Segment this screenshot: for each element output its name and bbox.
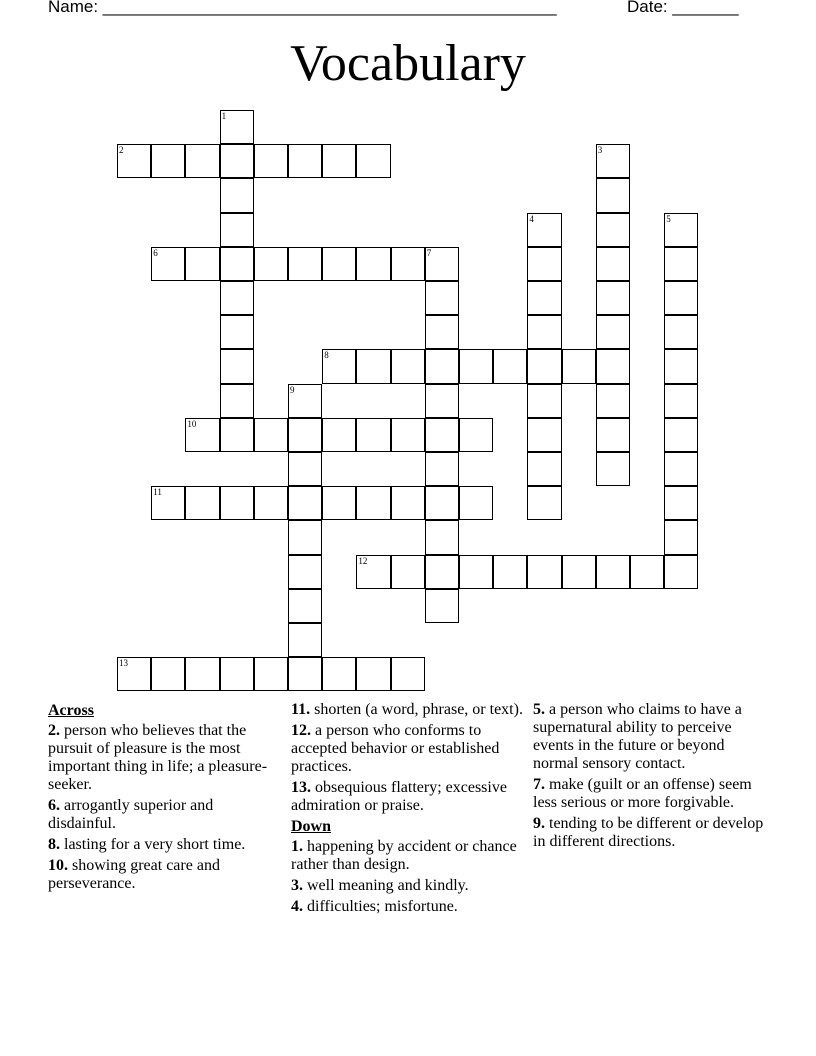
crossword-cell[interactable] — [151, 486, 185, 520]
crossword-cell[interactable] — [596, 452, 630, 486]
crossword-cell[interactable] — [664, 452, 698, 486]
crossword-cell[interactable] — [185, 657, 219, 691]
clue-across-2: 2. person who believes that the pursuit of pleasure is the most important thing in life; a pleasure-seeker. — [48, 722, 268, 793]
clue-number: 4 — [529, 213, 534, 224]
clue-number: 2 — [119, 145, 124, 156]
crossword-cell[interactable] — [356, 349, 390, 383]
crossword-cell[interactable] — [527, 349, 561, 383]
crossword-cell[interactable] — [220, 178, 254, 212]
crossword-cell[interactable] — [185, 247, 219, 281]
crossword-cell[interactable] — [425, 315, 459, 349]
clue-number: 5 — [666, 213, 671, 224]
crossword-cell[interactable] — [288, 452, 322, 486]
crossword-cell[interactable] — [220, 213, 254, 247]
crossword-cell[interactable] — [288, 520, 322, 554]
crossword-cell[interactable] — [425, 349, 459, 383]
crossword-cell[interactable] — [356, 144, 390, 178]
crossword-cell[interactable] — [356, 657, 390, 691]
clue-down-1: 1. happening by accident or chance rather than design. — [291, 838, 517, 873]
crossword-cell[interactable] — [562, 349, 596, 383]
crossword-cell[interactable] — [322, 349, 356, 383]
crossword-cell[interactable] — [596, 213, 630, 247]
crossword-cell[interactable] — [220, 110, 254, 144]
crossword-cell[interactable] — [220, 657, 254, 691]
crossword-cell[interactable] — [220, 281, 254, 315]
clue-down-4: 4. difficulties; misfortune. — [291, 898, 458, 915]
clue-down-5: 5. a person who claims to have a supernatural ability to perceive events in the future or beyond normal sensory contact. — [533, 701, 742, 772]
crossword-cell[interactable] — [356, 418, 390, 452]
crossword-cell[interactable] — [664, 247, 698, 281]
clue-number: 7 — [426, 247, 432, 258]
clue-down-7: 7. make (guilt or an offense) seem less serious or more forgivable. — [533, 776, 752, 811]
crossword-cell[interactable] — [527, 213, 561, 247]
crossword-cell[interactable] — [425, 452, 459, 486]
clue-across-12: 12. a person who conforms to accepted behavior or established practices. — [291, 722, 500, 775]
crossword-cell[interactable] — [664, 315, 698, 349]
crossword-cell[interactable] — [322, 144, 356, 178]
crossword-cell[interactable] — [391, 657, 425, 691]
crossword-cell[interactable] — [425, 486, 459, 520]
clue-column-3 — [533, 701, 765, 854]
name-line[interactable]: Name: ________________________________________________ — [48, 0, 557, 16]
crossword-cell[interactable] — [220, 315, 254, 349]
crossword-cell[interactable] — [220, 384, 254, 418]
crossword-cell[interactable] — [322, 657, 356, 691]
crossword-cell[interactable] — [527, 555, 561, 589]
crossword-cell[interactable] — [425, 384, 459, 418]
crossword-cell[interactable] — [220, 486, 254, 520]
crossword-cell[interactable] — [596, 247, 630, 281]
crossword-cell[interactable] — [254, 247, 288, 281]
crossword-cell[interactable] — [596, 178, 630, 212]
clue-number: 11 — [153, 487, 162, 498]
crossword-cell[interactable] — [459, 555, 493, 589]
crossword-cell[interactable] — [391, 247, 425, 281]
crossword-cell[interactable] — [596, 384, 630, 418]
crossword-cell[interactable] — [425, 520, 459, 554]
clue-number: 10 — [187, 418, 197, 429]
crossword-cell[interactable] — [425, 555, 459, 589]
crossword-cell[interactable] — [527, 247, 561, 281]
crossword-cell[interactable] — [562, 555, 596, 589]
crossword-cell[interactable] — [596, 281, 630, 315]
crossword-cell[interactable] — [254, 486, 288, 520]
crossword-cell[interactable] — [220, 418, 254, 452]
crossword-cell[interactable] — [425, 589, 459, 623]
clue-across-13: 13. obsequious flattery; excessive admiration or praise. — [291, 779, 507, 814]
crossword-cell[interactable] — [185, 486, 219, 520]
clue-down-3: 3. well meaning and kindly. — [291, 877, 469, 894]
crossword-cell[interactable] — [356, 247, 390, 281]
crossword-cell[interactable] — [288, 384, 322, 418]
clue-number: 3 — [597, 145, 603, 156]
clue-number: 6 — [153, 247, 158, 258]
crossword-cell[interactable] — [288, 657, 322, 691]
crossword-cell[interactable] — [630, 555, 664, 589]
crossword-cell[interactable] — [220, 349, 254, 383]
crossword-cell[interactable] — [493, 349, 527, 383]
crossword-cell[interactable] — [322, 486, 356, 520]
crossword-cell[interactable] — [288, 486, 322, 520]
crossword-cell[interactable] — [425, 247, 459, 281]
crossword-cell[interactable] — [117, 657, 151, 691]
crossword-cell[interactable] — [596, 418, 630, 452]
crossword-cell[interactable] — [185, 418, 219, 452]
crossword-cell[interactable] — [527, 281, 561, 315]
across-heading: Across — [48, 702, 94, 719]
crossword-cell[interactable] — [220, 144, 254, 178]
crossword-cell[interactable] — [391, 418, 425, 452]
clue-across-6: 6. arrogantly superior and disdainful. — [48, 797, 214, 832]
crossword-cell[interactable] — [459, 486, 493, 520]
clue-number: 12 — [358, 555, 368, 566]
clue-number: 8 — [324, 350, 329, 361]
page-title: Vocabulary — [290, 35, 526, 92]
crossword-cell[interactable] — [596, 315, 630, 349]
crossword-cell[interactable] — [185, 144, 219, 178]
crossword-cell[interactable] — [288, 144, 322, 178]
crossword-cell[interactable] — [596, 555, 630, 589]
clue-down-9: 9. tending to be different or develop in different directions. — [533, 815, 764, 850]
crossword-cell[interactable] — [288, 555, 322, 589]
crossword-cell[interactable] — [254, 144, 288, 178]
crossword-cell[interactable] — [664, 555, 698, 589]
crossword-cell[interactable] — [527, 486, 561, 520]
crossword-cell[interactable] — [459, 349, 493, 383]
crossword-cell[interactable] — [391, 486, 425, 520]
crossword-cell[interactable] — [254, 418, 288, 452]
crossword-cell[interactable] — [220, 247, 254, 281]
crossword-cell[interactable] — [322, 247, 356, 281]
crossword-cell[interactable] — [288, 247, 322, 281]
crossword-cell[interactable] — [664, 349, 698, 383]
clue-column-2 — [291, 701, 523, 919]
crossword-cell[interactable] — [527, 418, 561, 452]
crossword-cell[interactable] — [527, 315, 561, 349]
clue-number: 1 — [221, 111, 227, 121]
date-line[interactable]: Date: _______ — [627, 0, 739, 16]
crossword-cell[interactable] — [322, 418, 356, 452]
down-heading: Down — [291, 818, 332, 835]
crossword-cell[interactable] — [527, 452, 561, 486]
crossword-cell[interactable] — [664, 384, 698, 418]
crossword-cell[interactable] — [356, 555, 390, 589]
clue-across-11: 11. shorten (a word, phrase, or text). — [291, 701, 523, 718]
clue-across-8: 8. lasting for a very short time. — [48, 836, 246, 853]
crossword-cell[interactable] — [664, 520, 698, 554]
crossword-cell[interactable] — [288, 418, 322, 452]
crossword-cell[interactable] — [459, 418, 493, 452]
crossword-cell[interactable] — [425, 281, 459, 315]
crossword-cell[interactable] — [596, 349, 630, 383]
crossword-cell[interactable] — [664, 213, 698, 247]
crossword-cell[interactable] — [288, 623, 322, 657]
crossword-cell[interactable] — [288, 589, 322, 623]
crossword-cell[interactable] — [527, 384, 561, 418]
crossword-cell[interactable] — [356, 486, 390, 520]
crossword-cell[interactable] — [151, 144, 185, 178]
clue-column-1 — [48, 701, 280, 896]
crossword-cell[interactable] — [151, 247, 185, 281]
crossword-cell[interactable] — [664, 281, 698, 315]
crossword-cell[interactable] — [391, 555, 425, 589]
crossword-cell[interactable] — [596, 144, 630, 178]
crossword-cell[interactable] — [664, 486, 698, 520]
crossword-cell[interactable] — [391, 349, 425, 383]
clue-across-10: 10. showing great care and perseverance. — [48, 857, 220, 892]
crossword-cell[interactable] — [151, 657, 185, 691]
clue-number: 9 — [290, 384, 295, 395]
crossword-cell[interactable] — [117, 144, 151, 178]
clue-number: 13 — [119, 658, 128, 669]
crossword-cell[interactable] — [425, 418, 459, 452]
crossword-cell[interactable] — [664, 418, 698, 452]
crossword-cell[interactable] — [254, 657, 288, 691]
crossword-cell[interactable] — [493, 555, 527, 589]
